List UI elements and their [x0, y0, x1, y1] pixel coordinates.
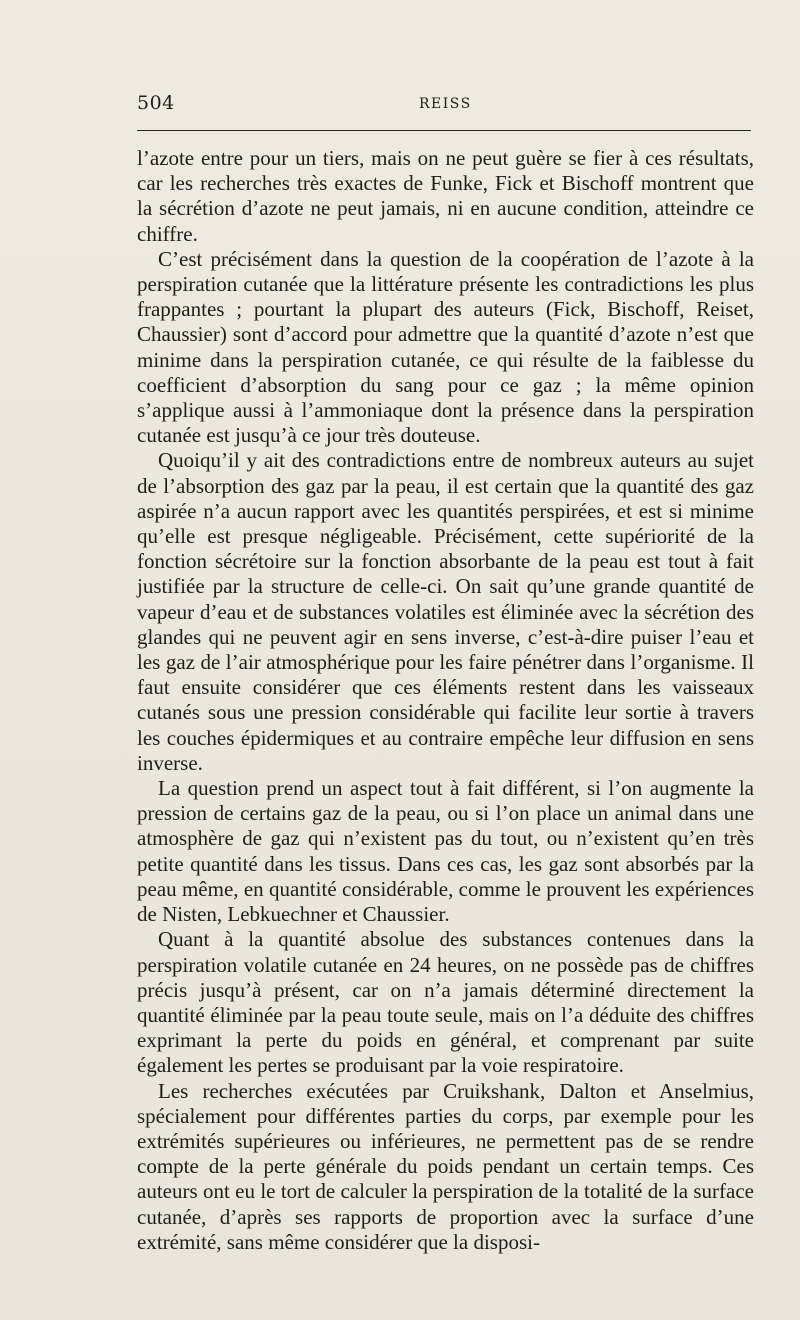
paragraph: Quoiqu’il y ait des contradictions entre de nombreux auteurs au sujet de l’absorption des gaz par la peau, il est certain que la quantité des gaz aspirée n’a aucun rapport avec les quantités perspirées, et est si minime qu’elle est presque négligeable. Précisément, cette supériorité de la fonction sécrétoire sur la fonction absorbante de la peau est tout à fait justifiée par la structure de celle-ci. On sait qu’une grande quantité de vapeur d’eau et de substances volatiles est éliminée avec la sécrétion des glandes qui ne peuvent agir en sens inverse, c’est-à-dire puiser l’eau et les gaz de l’air atmosphérique pour les faire pénétrer dans l’organisme. Il faut ensuite considérer que ces éléments restent dans les vaisseaux cutanés sous une pression considérable qui facilite leur sortie à travers les couches épidermiques et au contraire empêche leur diffusion en sens inverse. — [137, 448, 754, 775]
page-number: 504 — [137, 92, 175, 114]
running-head: REISS — [419, 96, 472, 112]
paragraph: C’est précisément dans la question de la coopération de l’azote à la perspiration cutanée que la littérature présente les contradictions les plus frappantes ; pourtant la plupart des auteurs (Fick, Bischoff, Reiset, Chaussier) sont d’accord pour admettre que la quantité d’azote n’est que minime dans la perspiration cutanée, ce qui résulte de la faiblesse du coefficient d’absorption du sang pour ce gaz ; la même opinion s’applique aussi à l’ammoniaque dont la présence dans la perspiration cutanée est jusqu’à ce jour très douteuse. — [137, 246, 754, 448]
header-rule — [137, 130, 751, 131]
paragraph: La question prend un aspect tout à fait différent, si l’on augmente la pression de certains gaz de la peau, ou si l’on place un animal dans une atmosphère de gaz qui n’existent pas du tout, ou n’existent qu’en très petite quantité dans les tissus. Dans ces cas, les gaz sont absorbés par la peau même, en quantité considérable, comme le prouvent les expériences de Nisten, Lebkuechner et Chaussier. — [137, 776, 754, 927]
page-header — [137, 92, 752, 122]
paragraph: l’azote entre pour un tiers, mais on ne peut guère se fier à ces résultats, car les recherches très exactes de Funke, Fick et Bischoff montrent que la sécrétion d’azote ne peut jamais, ni en aucune condition, atteindre ce chiffre. — [137, 146, 754, 246]
body-text — [137, 146, 754, 1255]
paragraph: Les recherches exécutées par Cruikshank, Dalton et Anselmius, spécialement pour différentes parties du corps, par exemple pour les extrémités supérieures ou inférieures, ne permettent pas de se rendre compte de la perte générale du poids pendant un certain temps. Ces auteurs ont eu le tort de calculer la perspiration de la totalité de la surface cutanée, d’après ses rapports de proportion avec la surface d’une extrémité, sans même considérer que la disposi- — [137, 1078, 754, 1254]
paragraph: Quant à la quantité absolue des substances contenues dans la perspiration volatile cutanée en 24 heures, on ne possède pas de chiffres précis jusqu’à présent, car on n’a jamais déterminé directement la quantité éliminée par la peau toute seule, mais on l’a déduite des chiffres exprimant la perte du poids en général, et comprenant par suite également les pertes se produisant par la voie respiratoire. — [137, 927, 754, 1078]
